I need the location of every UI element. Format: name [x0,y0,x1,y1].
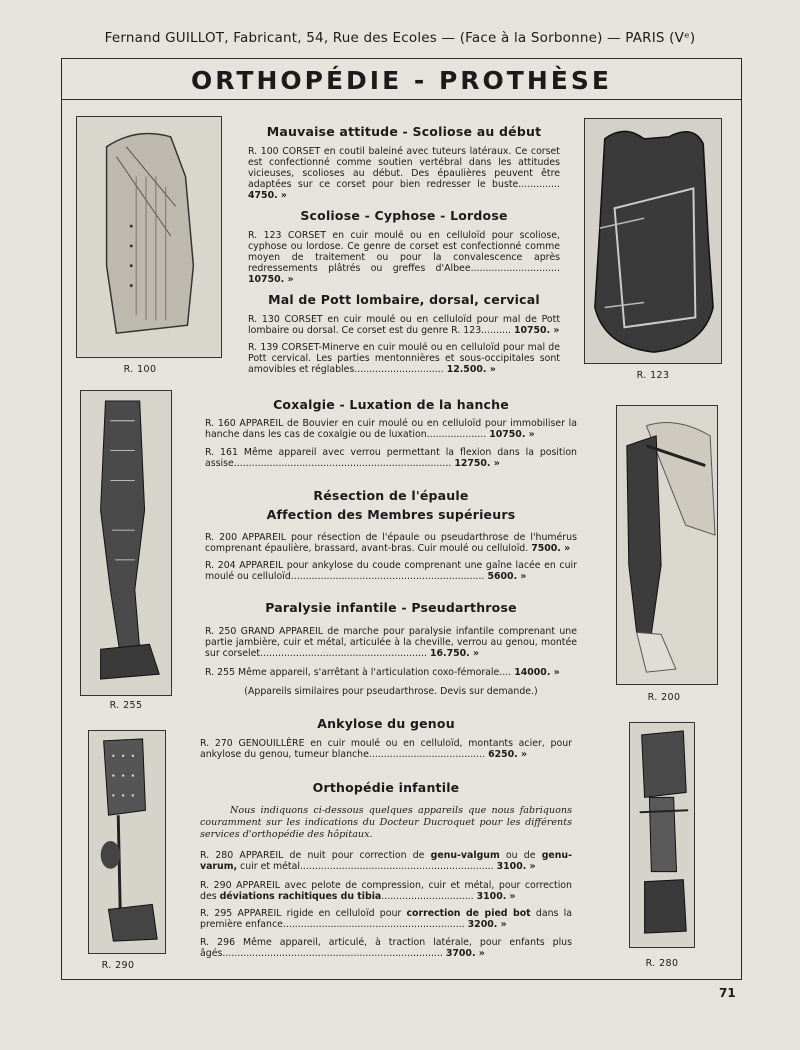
heading-resection-epaule [205,486,577,524]
heading-orthopedie-infantile: Orthopédie infantile [312,780,460,795]
image-leg-apparatus-r280 [629,722,695,948]
publisher-header: Fernand GUILLOT, Fabricant, 54, Rue des Ecoles — (Face à la Sorbonne) — PARIS (Vᵉ) [104,30,696,46]
caption-r100: R. 100 [123,364,157,375]
image-arm-apparatus-r200 [616,405,718,685]
item-r250: R. 250 GRAND APPAREIL de marche pour paralysie infantile comprenant une partie jambière, cuir et métal, articulée à la cheville, verrou au genou, montée sur corselet........................................................ 16.750. » [205,626,577,660]
heading-scoliose: Scoliose - Cyphose - Lordose [300,208,508,223]
item-r296: R. 296 Même appareil, articulé, à traction latérale, pour enfants plus âgés.......................................................................... 3700. » [200,937,572,960]
caption-r255: R. 255 [109,700,143,711]
title-band [61,62,742,100]
caption-r200: R. 200 [647,692,681,703]
item-r160: R. 160 APPAREIL de Bouvier en cuir moulé ou en celluloïd pour immobiliser la hanche dans les cas de coxalgie ou de luxation.................... 10750. » [205,418,577,441]
intro-orthopedie-infantile: Nous indiquons ci-dessous quelques appareils que nous fabriquons couramment sur les indications du Docteur Ducroquet pour les différents services d'orthopédie des hôpitaux. [200,805,572,840]
caption-r290: R. 290 [101,960,135,971]
image-corset-r123 [584,118,722,364]
heading-mal-de-pott: Mal de Pott lombaire, dorsal, cervical [268,292,540,307]
note-pseudarthrose: (Appareils similaires pour pseudarthrose. Devis sur demande.) [244,686,538,697]
heading-paralysie: Paralysie infantile - Pseudarthrose [265,600,517,615]
item-r100: R. 100 CORSET en coutil baleiné avec tuteurs latéraux. Ce corset est confectionné comme soutien vertébral dans les attitudes vicieuses, scolioses au début. Des épaulières peuvent être adaptées sur ce corset pour bien redresser le buste.............. 4750. » [248,146,560,202]
item-r139: R. 139 CORSET-Minerve en cuir moulé ou en celluloïd pour mal de Pott cervical. Les parties mentonnières et sous-occipitales sont amovibles et réglables.............................. 12.500. » [248,342,560,376]
item-r270: R. 270 GENOUILLÈRE en cuir moulé ou en celluloïd, montants acier, pour ankylose du genou, tumeur blanche....................................... 6250. » [200,738,572,761]
item-r204: R. 204 APPAREIL pour ankylose du coude comprenant une gaîne lacée en cuir moulé ou celluloïd................................................................. 5600. » [205,560,577,583]
heading-coxalgie: Coxalgie - Luxation de la hanche [273,397,509,412]
item-r290: R. 290 APPAREIL avec pelote de compression, cuir et métal, pour correction des déviations rachitiques du tibia............................... 3100. » [200,880,572,903]
image-leg-apparatus-r290 [88,730,166,954]
item-r123: R. 123 CORSET en cuir moulé ou en celluloïd pour scoliose, cyphose ou lordose. Ce genre de corset est confectionné comme moyen de traitement ou pour la convalescence après redressements plâtrés ou greffes d'Albee.............................. 10750. » [248,230,560,286]
item-r130: R. 130 CORSET en cuir moulé ou en celluloïd pour mal de Pott lombaire ou dorsal. Ce corset est du genre R. 123.......... 10750. » [248,314,560,337]
image-leg-brace-r255 [80,390,172,696]
image-corset-r100 [76,116,222,358]
heading-ankylose-genou: Ankylose du genou [317,716,455,731]
item-r161: R. 161 Même appareil avec verrou permettant la flexion dans la position assise......................................................................... 12750. » [205,447,577,470]
caption-r280: R. 280 [645,958,679,969]
item-r295: R. 295 APPAREIL rigide en celluloïd pour correction de pied bot dans la première enfance............................................................. 3200. » [200,908,572,931]
item-r200: R. 200 APPAREIL pour résection de l'épaule ou pseudarthrose de l'humérus comprenant épaulière, brassard, avant-bras. Cuir moulé ou celluloïd. 7500. » [205,532,577,555]
heading-mauvaise-attitude: Mauvaise attitude - Scoliose au début [266,124,542,139]
heading-resection-line2: Affection des Membres supérieurs [266,507,516,522]
heading-resection-line1: Résection de l'épaule [313,488,469,503]
item-r280: R. 280 APPAREIL de nuit pour correction de genu-valgum ou de genu-varum, cuir et métal................................................................. 3100. » [200,850,572,873]
page-number: 71 [719,986,736,1000]
page-title: ORTHOPÉDIE - PROTHÈSE [191,66,612,95]
caption-r123: R. 123 [636,370,670,381]
item-r255: R. 255 Même appareil, s'arrêtant à l'articulation coxo-fémorale.... 14000. » [205,667,560,678]
